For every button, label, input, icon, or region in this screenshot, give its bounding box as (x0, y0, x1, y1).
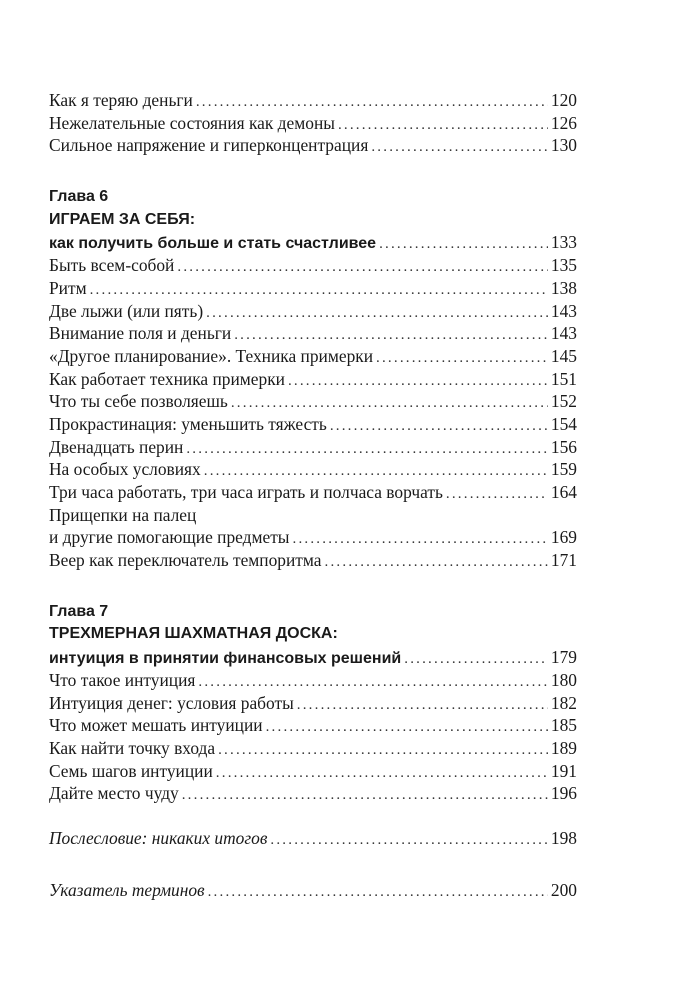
toc-entry (49, 526, 577, 549)
toc-entry-page: 120 (550, 90, 577, 110)
dot-leader (198, 671, 548, 694)
toc-entry-page: 169 (550, 527, 577, 548)
toc-entry-title: Веер как переключатель темпоритма (49, 550, 322, 571)
toc-entry-page: 135 (550, 255, 577, 276)
toc-entry-page: 196 (550, 783, 577, 804)
toc-entry (49, 368, 577, 391)
chapter-6-label: Глава 6 (49, 188, 109, 206)
toc-entry-title: Послесловие: никаких итогов (49, 827, 268, 848)
toc-entry-page: 126 (550, 112, 577, 133)
dot-leader (338, 114, 548, 137)
toc-entry-title: Как работает техника примерки (49, 368, 285, 389)
dot-leader (330, 415, 548, 438)
toc-entry-page: 180 (550, 669, 577, 690)
toc-entry-page: 143 (550, 323, 577, 344)
dot-leader (206, 302, 548, 325)
toc-entry-title: Внимание поля и деньги (49, 323, 232, 344)
chapter-6-subtitle-entry (49, 231, 577, 254)
dot-leader (325, 551, 548, 574)
toc-entry (49, 714, 577, 737)
dot-leader (379, 233, 548, 256)
toc-entry (49, 782, 577, 805)
dot-leader (204, 460, 548, 483)
dot-leader (231, 392, 548, 415)
toc-entry-title: Две лыжи (или пять) (49, 300, 204, 321)
toc-entry-page: 138 (550, 277, 577, 298)
toc-entry-page: 156 (550, 436, 577, 457)
toc-entry-title: Как я теряю деньги (49, 90, 193, 110)
dot-leader (266, 716, 548, 739)
toc-entry (49, 345, 577, 368)
dot-leader (218, 739, 548, 762)
chapter-6-title: ИГРАЕМ ЗА СЕБЯ: (49, 210, 196, 228)
toc-entry-title: На особых условиях (49, 459, 201, 480)
toc-entry-title: Прокрастинация: уменьшить тяжесть (49, 413, 327, 434)
toc-entry (49, 134, 577, 157)
dot-leader (270, 829, 548, 852)
toc-entry (49, 436, 577, 459)
toc-entry-page: 198 (550, 827, 577, 848)
toc-entry-page: 182 (550, 692, 577, 713)
toc-entry-title: и другие помогающие предметы (49, 527, 290, 548)
toc-entry-page: 189 (550, 737, 577, 758)
toc-entry-page: 171 (550, 550, 577, 571)
dot-leader (208, 881, 548, 904)
dot-leader (446, 483, 548, 506)
toc-entry-page: 143 (550, 300, 577, 321)
dot-leader (186, 438, 548, 461)
toc-entry (49, 390, 577, 413)
toc-entry (49, 458, 577, 481)
afterword-entry (49, 827, 577, 850)
dot-leader (288, 370, 548, 393)
toc-entry-title: «Другое планирование». Техника примерки (49, 345, 374, 366)
chapter-7-label: Глава 7 (49, 602, 109, 620)
dot-leader (182, 784, 548, 807)
toc-entry-title: Сильное напряжение и гиперконцентрация (49, 135, 369, 156)
toc-entry (49, 277, 577, 300)
dot-leader (234, 324, 548, 347)
toc-entry-title: Что может мешать интуиции (49, 715, 263, 736)
toc-entry (49, 549, 577, 572)
toc-entry-title: Указатель терминов (49, 879, 205, 900)
table-of-contents (49, 89, 577, 901)
dot-leader (293, 528, 548, 551)
toc-entry-title: Ритм (49, 277, 87, 298)
toc-entry-page: 164 (550, 482, 577, 502)
toc-entry-title: Нежелательные состояния как демоны (49, 112, 335, 133)
chapter-7-title: ТРЕХМЕРНАЯ ШАХМАТНАЯ ДОСКА: (49, 625, 338, 643)
toc-entry-page: 154 (550, 413, 577, 434)
toc-entry (49, 413, 577, 436)
toc-entry-title: Что такое интуиция (49, 669, 196, 690)
toc-entry (49, 737, 577, 760)
toc-entry-page: 133 (550, 232, 577, 253)
chapter-7-subtitle-entry (49, 646, 577, 669)
dot-leader (404, 648, 548, 671)
toc-entry-page: 130 (550, 135, 577, 156)
dot-leader (90, 279, 548, 302)
toc-entry-title: интуиция в принятии финансовых решений (49, 650, 402, 668)
toc-entry (49, 322, 577, 345)
toc-entry (49, 481, 577, 504)
toc-entry (49, 112, 577, 135)
dot-leader (196, 91, 548, 114)
toc-entry-title: Дайте место чуду (49, 783, 179, 804)
toc-entry-page: 191 (550, 760, 577, 781)
toc-entry (49, 254, 577, 277)
toc-entry-title: Три часа работать, три часа играть и полчаса ворчать (49, 482, 443, 502)
toc-entry-page: 179 (550, 647, 577, 668)
dot-leader (177, 256, 548, 279)
toc-entry (49, 89, 577, 112)
toc-entry-title: Что ты себе позволяешь (49, 391, 228, 412)
dot-leader (297, 694, 548, 717)
toc-entry-page: 145 (550, 345, 577, 366)
toc-entry-title: Быть всем-собой (49, 255, 175, 276)
toc-entry (49, 692, 577, 715)
toc-entry (49, 669, 577, 692)
dot-leader (376, 347, 548, 370)
dot-leader (216, 762, 548, 785)
toc-entry-title: как получить больше и стать счастливее (49, 235, 377, 253)
toc-entry-page: 200 (550, 879, 577, 900)
dot-leader (371, 136, 548, 159)
toc-entry-title: Как найти точку входа (49, 737, 216, 758)
toc-entry-title: Интуиция денег: условия работы (49, 692, 294, 713)
toc-entry-title-line1: Прищепки на палец (49, 504, 197, 525)
toc-entry (49, 760, 577, 783)
toc-entry-page: 152 (550, 391, 577, 412)
toc-entry-page: 185 (550, 715, 577, 736)
toc-entry-page: 151 (550, 368, 577, 389)
toc-entry-page: 159 (550, 459, 577, 480)
toc-entry-title: Семь шагов интуиции (49, 760, 213, 781)
toc-entry (49, 300, 577, 323)
index-entry (49, 879, 577, 902)
toc-entry-title: Двенадцать перин (49, 436, 184, 457)
